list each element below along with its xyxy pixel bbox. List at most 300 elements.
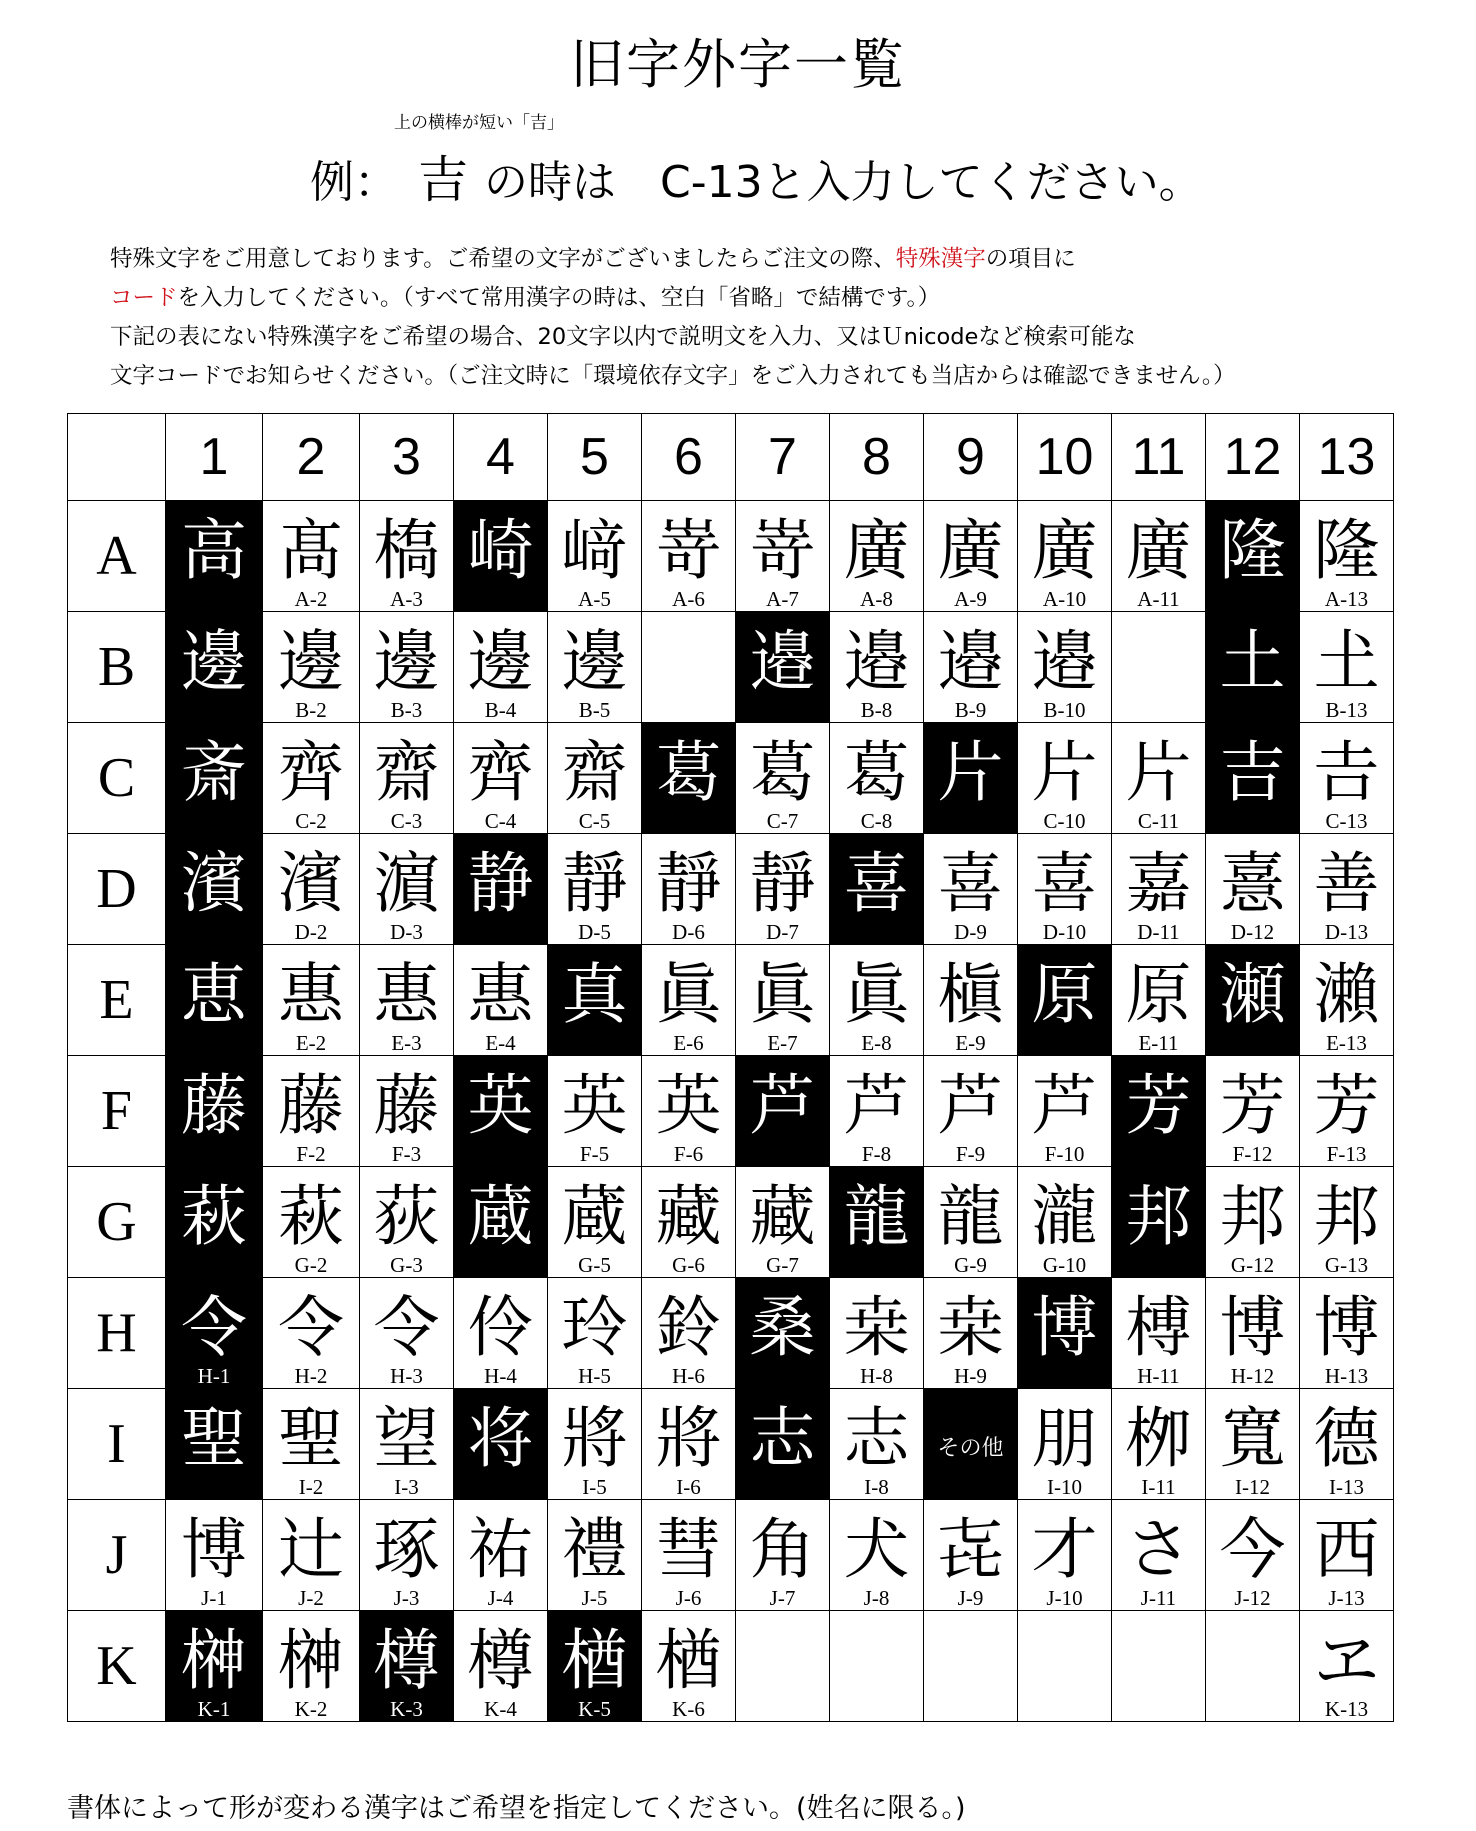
kanji-cell (263, 612, 360, 723)
kanji-glyph: 高 (181, 512, 247, 589)
kanji-code: G-6 (672, 1253, 705, 1277)
kanji-cell (1206, 834, 1300, 945)
column-header: 1 (166, 414, 263, 501)
column-header-row (68, 414, 1394, 501)
kanji-cell (642, 1611, 736, 1722)
kanji-code: C-5 (578, 809, 611, 833)
kanji-glyph: 𠮷 (1313, 734, 1380, 811)
kanji-glyph: 片 (937, 734, 1004, 811)
table-row (68, 501, 1394, 612)
kanji-glyph: 蔵 (467, 1178, 534, 1255)
kanji-code: A-6 (672, 587, 705, 611)
kanji-cell (548, 1389, 642, 1500)
table-row (68, 1611, 1394, 1722)
example-suffix: の時は C-13と入力してください。 (484, 157, 1203, 208)
kanji-cell (736, 1167, 830, 1278)
kanji-cell (548, 723, 642, 834)
kanji-code: D-12 (1230, 920, 1275, 944)
kanji-cell (360, 834, 454, 945)
kanji-code: J-10 (1046, 1586, 1083, 1610)
kanji-code: E-13 (1326, 1031, 1367, 1055)
kanji-cell (736, 612, 830, 723)
column-header: 12 (1206, 414, 1300, 501)
intro-line-4: 文字コードでお知らせください。（ご注文時に「環境依存文字」をご入力されても当店からは確認できません。） (110, 363, 1236, 389)
kanji-code: A-3 (390, 587, 423, 611)
kanji-glyph: 蔵 (561, 1178, 628, 1255)
kanji-glyph: 芳 (1125, 1067, 1192, 1144)
intro-text (110, 240, 1236, 396)
kanji-glyph: 楢 (561, 1622, 628, 1699)
kanji-code: B-3 (390, 698, 423, 722)
kanji-glyph: 藏 (749, 1178, 816, 1255)
kanji-glyph: 才 (1031, 1511, 1098, 1588)
kanji-glyph: 瀨 (1313, 956, 1380, 1033)
kanji-cell (1018, 834, 1112, 945)
kanji-glyph: 琢 (373, 1511, 440, 1588)
kanji-glyph: 原 (1125, 956, 1192, 1033)
intro-line-1-text: 特殊文字をご用意しております。ご希望の文字がございましたらご注文の際、 (110, 246, 896, 272)
kanji-code: H-1 (197, 1364, 231, 1388)
table-row (68, 1278, 1394, 1389)
kanji-cell (166, 501, 263, 612)
kanji-glyph: 將 (561, 1400, 628, 1477)
kanji-cell (1112, 1389, 1206, 1500)
kanji-code: B-13 (1325, 698, 1368, 722)
kanji-cell (548, 1167, 642, 1278)
kanji-cell (263, 945, 360, 1056)
kanji-cell (1112, 834, 1206, 945)
kanji-cell (548, 1611, 642, 1722)
kanji-code: F-12 (1232, 1142, 1273, 1166)
kanji-cell (1206, 612, 1300, 723)
kanji-code: C-2 (295, 809, 327, 833)
kanji-code: C-7 (766, 809, 799, 833)
kanji-cell (1018, 1056, 1112, 1167)
kanji-cell (924, 1278, 1018, 1389)
kanji-glyph: 龍 (843, 1178, 910, 1255)
column-header: 6 (642, 414, 736, 501)
kanji-glyph: 崎 (467, 512, 534, 589)
kanji-cell (736, 1278, 830, 1389)
kanji-glyph: 廣 (937, 512, 1004, 589)
row-header: D (68, 834, 166, 945)
kanji-glyph: 斎 (181, 734, 247, 811)
kanji-glyph: 恵 (181, 956, 247, 1033)
kanji-cell (830, 1611, 924, 1722)
kanji-table (67, 413, 1394, 1722)
kanji-cell (454, 1056, 548, 1167)
column-header: 2 (263, 414, 360, 501)
kanji-glyph: 英 (561, 1067, 628, 1144)
kanji-cell (1206, 1278, 1300, 1389)
kanji-glyph: 藤 (278, 1067, 344, 1144)
kanji-code: D-7 (766, 920, 799, 944)
kanji-code: H-13 (1324, 1364, 1369, 1388)
kanji-cell (454, 723, 548, 834)
kanji-code: A-7 (766, 587, 799, 611)
kanji-code: F-13 (1326, 1142, 1367, 1166)
kanji-code: J-5 (581, 1586, 608, 1610)
kanji-glyph: 﨑 (561, 512, 628, 589)
kanji-code: C-13 (1325, 809, 1368, 833)
kanji-cell (642, 1167, 736, 1278)
kanji-code: I-11 (1141, 1475, 1176, 1499)
kanji-cell (263, 1167, 360, 1278)
row-header: G (68, 1167, 166, 1278)
intro-line-2-text: を入力してください。（すべて常用漢字の時は、空白「省略」で結構です。） (177, 285, 941, 311)
kanji-code: J-8 (863, 1586, 890, 1610)
kanji-glyph: 片 (1125, 734, 1192, 811)
kanji-cell (1112, 1500, 1206, 1611)
kanji-code: K-6 (672, 1697, 705, 1721)
table-row (68, 723, 1394, 834)
kanji-code: C-10 (1043, 809, 1086, 833)
kanji-cell (166, 1500, 263, 1611)
kanji-cell (1018, 723, 1112, 834)
kanji-cell (924, 723, 1018, 834)
kanji-cell (1018, 501, 1112, 612)
kanji-cell (1112, 945, 1206, 1056)
kanji-glyph: 瀬 (1219, 956, 1286, 1033)
kanji-cell (166, 945, 263, 1056)
kanji-cell (263, 1500, 360, 1611)
kanji-code: J-1 (201, 1586, 227, 1610)
kanji-code: I-12 (1235, 1475, 1270, 1499)
kanji-glyph: 博 (1219, 1289, 1286, 1366)
kanji-cell (736, 1389, 830, 1500)
kanji-glyph: 邉 (749, 623, 816, 700)
row-header: F (68, 1056, 166, 1167)
kanji-glyph: 葛 (655, 734, 722, 811)
kanji-cell (1300, 834, 1394, 945)
kanji-cell (548, 612, 642, 723)
kanji-glyph: 邉 (937, 623, 1004, 700)
kanji-cell (924, 1389, 1018, 1500)
table-row (68, 945, 1394, 1056)
kanji-cell (1300, 501, 1394, 612)
kanji-glyph: 角 (749, 1511, 816, 1588)
kanji-glyph: 藏 (655, 1178, 722, 1255)
kanji-code: F-3 (391, 1142, 422, 1166)
kanji-code: I-13 (1329, 1475, 1364, 1499)
kanji-code: F-6 (673, 1142, 704, 1166)
example-line (310, 140, 1203, 212)
kanji-glyph: 榊 (181, 1622, 247, 1699)
kanji-cell (1300, 1278, 1394, 1389)
table-row (68, 1167, 1394, 1278)
kanji-glyph: 志 (843, 1400, 910, 1477)
kanji-cell (1018, 612, 1112, 723)
kanji-cell (642, 945, 736, 1056)
kanji-code: I-2 (298, 1475, 324, 1499)
kanji-code: D-5 (578, 920, 611, 944)
row-header: J (68, 1500, 166, 1611)
kanji-cell (360, 945, 454, 1056)
kanji-glyph: 祐 (467, 1511, 534, 1588)
kanji-code: J-11 (1140, 1586, 1177, 1610)
kanji-cell (1112, 723, 1206, 834)
kanji-code: B-4 (484, 698, 517, 722)
kanji-cell (1112, 612, 1206, 723)
page-title: 旧字外字一覧 (570, 33, 906, 96)
kanji-glyph: 片 (1031, 734, 1098, 811)
kanji-glyph: さ (1125, 1511, 1192, 1588)
kanji-glyph: 靜 (561, 845, 628, 922)
kanji-cell (736, 834, 830, 945)
kanji-code: J-6 (675, 1586, 702, 1610)
kanji-glyph: 真 (561, 956, 628, 1033)
kanji-cell (263, 1611, 360, 1722)
kanji-cell (360, 723, 454, 834)
kanji-code: H-9 (954, 1364, 987, 1388)
kanji-code: A-2 (294, 587, 328, 611)
kanji-cell (360, 1500, 454, 1611)
kanji-cell (454, 1389, 548, 1500)
kanji-code: K-2 (294, 1697, 328, 1721)
kanji-code: D-13 (1324, 920, 1369, 944)
code-highlight: コード (110, 285, 178, 311)
kanji-cell (1206, 1167, 1300, 1278)
table-row (68, 1389, 1394, 1500)
kanji-code: G-2 (294, 1253, 328, 1277)
kanji-code: J-12 (1234, 1586, 1271, 1610)
kanji-code: F-9 (955, 1142, 986, 1166)
kanji-glyph: 惠 (373, 956, 440, 1033)
kanji-cell (454, 501, 548, 612)
kanji-cell (736, 945, 830, 1056)
kanji-cell (1112, 1611, 1206, 1722)
kanji-glyph: 令 (181, 1289, 247, 1366)
kanji-glyph: 吉 (1219, 734, 1286, 811)
kanji-glyph: 廣 (1125, 512, 1192, 589)
kanji-code: E-11 (1138, 1031, 1179, 1055)
kanji-cell (263, 834, 360, 945)
kanji-glyph: 桑 (749, 1289, 816, 1366)
kanji-glyph: ヱ (1313, 1622, 1380, 1699)
kanji-glyph: 犬 (843, 1511, 910, 1588)
column-header: 9 (924, 414, 1018, 501)
intro-line-1-tail: の項目に (985, 246, 1076, 272)
kanji-glyph: 荻 (373, 1178, 440, 1255)
kanji-glyph: 隆 (1313, 512, 1380, 589)
kanji-glyph: 桒 (843, 1289, 910, 1366)
kanji-glyph: 邊 (278, 623, 344, 700)
example-kanji: 吉 (418, 151, 468, 209)
kanji-code: G-3 (390, 1253, 423, 1277)
kanji-cell (454, 834, 548, 945)
kanji-cell (1300, 612, 1394, 723)
kanji-cell (642, 501, 736, 612)
kanji-cell (360, 501, 454, 612)
kanji-code: H-3 (390, 1364, 423, 1388)
kanji-cell (1300, 1389, 1394, 1500)
kanji-code: F-8 (861, 1142, 892, 1166)
kanji-glyph: 邊 (373, 623, 440, 700)
row-header: E (68, 945, 166, 1056)
kanji-cell (924, 501, 1018, 612)
kanji-glyph: 廣 (1031, 512, 1098, 589)
kanji-code: B-2 (295, 698, 327, 722)
kanji-glyph: 濵 (373, 845, 440, 922)
kanji-cell (642, 834, 736, 945)
kanji-cell (360, 1056, 454, 1167)
example-prefix: 例： (310, 157, 398, 208)
kanji-cell (830, 1278, 924, 1389)
kanji-glyph: 鈴 (655, 1289, 722, 1366)
kanji-glyph: 玲 (561, 1289, 628, 1366)
kanji-code: K-4 (484, 1697, 517, 1721)
row-header: A (68, 501, 166, 612)
kanji-code: A-13 (1324, 587, 1369, 611)
kanji-glyph: 葛 (843, 734, 910, 811)
kanji-glyph: 髙 (278, 512, 344, 589)
kanji-glyph: 邦 (1219, 1178, 1286, 1255)
kanji-glyph: 静 (467, 845, 534, 922)
kanji-glyph: 廣 (843, 512, 910, 589)
kanji-cell (454, 1500, 548, 1611)
kanji-cell (166, 1611, 263, 1722)
kanji-glyph: 樽 (373, 1622, 440, 1699)
kanji-glyph: 齊 (467, 734, 534, 811)
kanji-cell (830, 1389, 924, 1500)
kanji-code: H-4 (484, 1364, 517, 1388)
kanji-code: I-10 (1047, 1475, 1082, 1499)
kanji-glyph: 龍 (937, 1178, 1004, 1255)
kanji-code: H-6 (672, 1364, 705, 1388)
kanji-glyph: 芳 (1313, 1067, 1380, 1144)
kanji-glyph: 邦 (1125, 1178, 1192, 1255)
kanji-glyph: 瀧 (1031, 1178, 1098, 1255)
kanji-glyph: 邊 (467, 623, 534, 700)
kanji-cell (924, 834, 1018, 945)
kanji-cell (1206, 945, 1300, 1056)
kanji-code: G-9 (954, 1253, 987, 1277)
kanji-code: H-8 (860, 1364, 893, 1388)
kanji-code: H-2 (294, 1364, 328, 1388)
kanji-code: G-10 (1042, 1253, 1087, 1277)
kanji-glyph: 齊 (278, 734, 344, 811)
kanji-cell (1206, 1389, 1300, 1500)
kanji-glyph: 濱 (278, 845, 344, 922)
kanji-cell (642, 1056, 736, 1167)
kanji-cell (1018, 1167, 1112, 1278)
kanji-cell (924, 1500, 1018, 1611)
column-header: 10 (1018, 414, 1112, 501)
kanji-cell (736, 501, 830, 612)
intro-line-1 (110, 240, 1236, 279)
kanji-cell (1300, 723, 1394, 834)
kanji-glyph: 辻 (278, 1511, 344, 1588)
kanji-glyph: 英 (655, 1067, 722, 1144)
kanji-code: A-11 (1137, 587, 1180, 611)
kanji-cell (830, 723, 924, 834)
kanji-cell (830, 834, 924, 945)
kanji-glyph: 㐂 (937, 1511, 1004, 1588)
footer-note: 書体によって形が変わる漢字はご希望を指定してください。(姓名に限る。) (67, 1793, 966, 1824)
kanji-cell (830, 501, 924, 612)
kanji-cell (454, 1611, 548, 1722)
kanji-cell (642, 1389, 736, 1500)
kanji-code: D-6 (672, 920, 705, 944)
kanji-glyph: 靜 (655, 845, 722, 922)
kanji-cell (1206, 1500, 1300, 1611)
kanji-cell (454, 1167, 548, 1278)
table-row (68, 1500, 1394, 1611)
kanji-cell (454, 612, 548, 723)
table-row (68, 834, 1394, 945)
kanji-cell (1300, 1500, 1394, 1611)
kanji-cell (1300, 1056, 1394, 1167)
kanji-cell (1018, 1611, 1112, 1722)
kanji-code: E-7 (767, 1031, 798, 1055)
kanji-glyph: 楢 (655, 1622, 722, 1699)
column-header: 8 (830, 414, 924, 501)
kanji-glyph: 英 (467, 1067, 534, 1144)
kanji-glyph: 藤 (181, 1067, 247, 1144)
kanji-glyph: 邊 (181, 623, 247, 700)
kanji-glyph: 惠 (278, 956, 344, 1033)
kanji-cell (736, 1500, 830, 1611)
kanji-cell (830, 1167, 924, 1278)
kanji-glyph: 喜 (843, 845, 910, 922)
kanji-cell (1300, 1167, 1394, 1278)
kanji-glyph: 朋 (1031, 1400, 1098, 1477)
kanji-glyph: 萩 (181, 1178, 247, 1255)
kanji-glyph: 喜 (937, 845, 1004, 922)
kanji-code: A-8 (860, 587, 893, 611)
kanji-cell (830, 1056, 924, 1167)
kanji-code: J-2 (298, 1586, 324, 1610)
kanji-cell (1206, 1611, 1300, 1722)
kanji-code: D-10 (1042, 920, 1087, 944)
kanji-code: E-2 (295, 1031, 327, 1055)
kanji-cell (263, 1389, 360, 1500)
kanji-code: F-2 (296, 1142, 326, 1166)
kanji-glyph: 濱 (181, 845, 247, 922)
kanji-code: D-2 (294, 920, 328, 944)
column-header: 5 (548, 414, 642, 501)
kanji-glyph: 德 (1313, 1400, 1380, 1477)
kanji-glyph: 槗 (373, 512, 440, 589)
intro-line-3: 下記の表にない特殊漢字をご希望の場合、20文字以内で説明文を入力、又はＵnicodeなど検索可能な (110, 324, 1136, 350)
kanji-code: G-5 (578, 1253, 611, 1277)
kanji-cell (548, 1278, 642, 1389)
kanji-cell (924, 1611, 1018, 1722)
kanji-cell (360, 1389, 454, 1500)
column-header: 11 (1112, 414, 1206, 501)
kanji-glyph: 志 (749, 1400, 816, 1477)
kanji-code: E-3 (391, 1031, 422, 1055)
kanji-cell (924, 612, 1018, 723)
column-header: 13 (1300, 414, 1394, 501)
kanji-glyph: 靜 (749, 845, 816, 922)
row-header: C (68, 723, 166, 834)
kanji-code: H-12 (1230, 1364, 1275, 1388)
table-row (68, 1056, 1394, 1167)
kanji-code: K-1 (197, 1697, 231, 1721)
kanji-glyph: 西 (1313, 1511, 1380, 1588)
kanji-cell (1300, 1611, 1394, 1722)
kanji-cell (1112, 1167, 1206, 1278)
kanji-cell (548, 1056, 642, 1167)
kanji-glyph: 齋 (373, 734, 440, 811)
kanji-glyph: 邉 (843, 623, 910, 700)
kanji-glyph: 槇 (937, 956, 1004, 1033)
kanji-glyph: 樽 (467, 1622, 534, 1699)
kanji-cell (360, 612, 454, 723)
kanji-glyph: 桒 (937, 1289, 1004, 1366)
kanji-cell (736, 723, 830, 834)
